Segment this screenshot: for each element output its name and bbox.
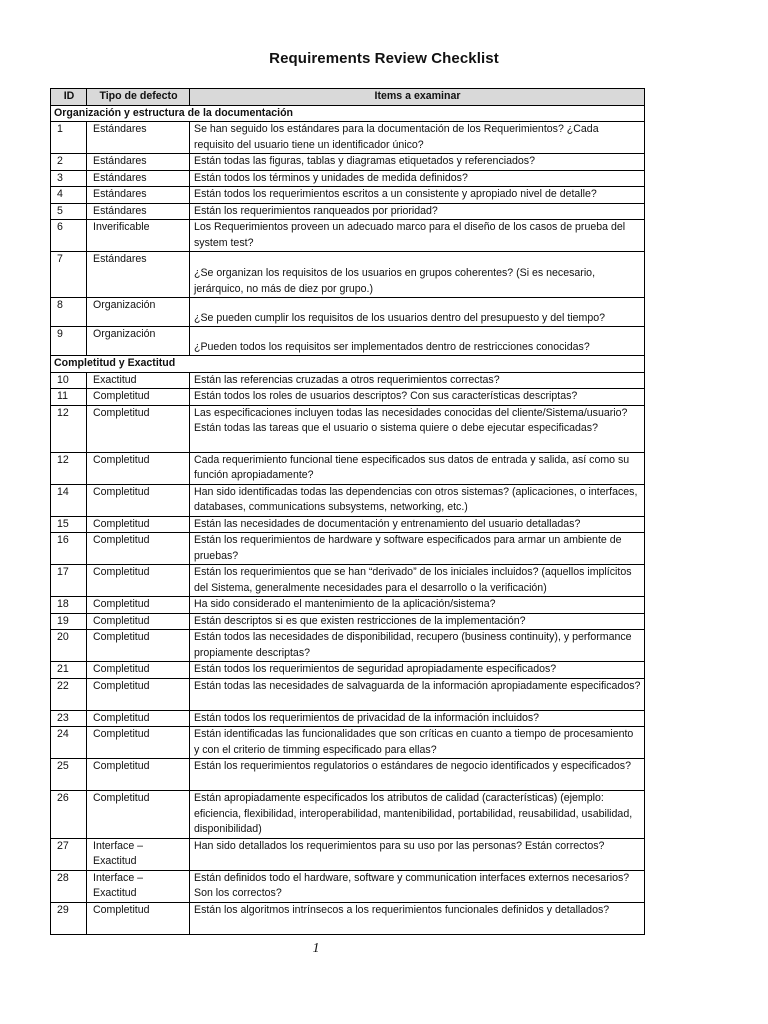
- row-defect-type: Completitud: [87, 597, 190, 614]
- row-item: Las especificaciones incluyen todas las necesidades conocidas del cliente/Sistema/usuario? Están todas las tareas que el usuario o sistema quiere o debe ejecutar especificadas?: [190, 405, 645, 452]
- table-header: [51, 89, 645, 106]
- table-row: [51, 613, 645, 630]
- row-defect-type: Completitud: [87, 565, 190, 597]
- table-row: [51, 372, 645, 389]
- table-row: [51, 187, 645, 204]
- row-item: Están definidos todo el hardware, software y communication interfaces externos necesarios? Son los correctos?: [190, 870, 645, 902]
- row-id: 6: [51, 220, 87, 252]
- table-row: [51, 252, 645, 298]
- row-item: Están los requerimientos ranqueados por prioridad?: [190, 203, 645, 220]
- row-id: 19: [51, 613, 87, 630]
- row-item: Han sido identificadas todas las dependencias con otros sistemas? (aplicaciones, o interfaces, databases, communications subsystems, networking, etc.): [190, 484, 645, 516]
- table-row: [51, 791, 645, 839]
- section-title: Organización y estructura de la documentación: [51, 105, 645, 122]
- header-row: [51, 89, 645, 106]
- row-defect-type: Completitud: [87, 533, 190, 565]
- header-defect-type: Tipo de defecto: [87, 89, 190, 106]
- row-defect-type: Completitud: [87, 516, 190, 533]
- row-item: Están las referencias cruzadas a otros requerimientos correctas?: [190, 372, 645, 389]
- row-id: 9: [51, 327, 87, 356]
- row-item: Están todos las necesidades de disponibilidad, recupero (business continuity), y performance propiamente descriptas?: [190, 630, 645, 662]
- section-row: [51, 105, 645, 122]
- row-id: 14: [51, 484, 87, 516]
- row-item: Los Requerimientos proveen un adecuado marco para el diseño de los casos de prueba del system test?: [190, 220, 645, 252]
- row-defect-type: Completitud: [87, 452, 190, 484]
- table-row: [51, 405, 645, 452]
- row-defect-type: Completitud: [87, 902, 190, 934]
- table-row: [51, 902, 645, 934]
- row-defect-type: Completitud: [87, 791, 190, 839]
- row-id: 12: [51, 405, 87, 452]
- table-row: [51, 759, 645, 791]
- row-defect-type: Estándares: [87, 252, 190, 298]
- table-row: [51, 484, 645, 516]
- row-defect-type: Inverificable: [87, 220, 190, 252]
- row-item: Están descriptos si es que existen restricciones de la implementación?: [190, 613, 645, 630]
- row-defect-type: Completitud: [87, 613, 190, 630]
- row-item: Se han seguido los estándares para la documentación de los Requerimientos? ¿Cada requisito del usuario tiene un identificador único?: [190, 122, 645, 154]
- row-item: Están los algoritmos intrínsecos a los requerimientos funcionales definidos y detallados?: [190, 902, 645, 934]
- row-defect-type: Completitud: [87, 484, 190, 516]
- row-id: 21: [51, 662, 87, 679]
- row-defect-type: Interface – Exactitud: [87, 870, 190, 902]
- row-id: 26: [51, 791, 87, 839]
- row-item: Cada requerimiento funcional tiene especificados sus datos de entrada y salida, así como su función apropiadamente?: [190, 452, 645, 484]
- row-id: 1: [51, 122, 87, 154]
- row-id: 24: [51, 727, 87, 759]
- section-row: [51, 356, 645, 373]
- row-defect-type: Exactitud: [87, 372, 190, 389]
- row-defect-type: Organización: [87, 327, 190, 356]
- row-id: 18: [51, 597, 87, 614]
- table-row: [51, 838, 645, 870]
- row-defect-type: Estándares: [87, 203, 190, 220]
- table-row: [51, 630, 645, 662]
- row-id: 10: [51, 372, 87, 389]
- table-row: [51, 870, 645, 902]
- row-defect-type: Organización: [87, 298, 190, 327]
- row-defect-type: Completitud: [87, 710, 190, 727]
- row-id: 27: [51, 838, 87, 870]
- row-item: Están los requerimientos regulatorios o estándares de negocio identificados y especificados?: [190, 759, 645, 791]
- header-id: ID: [51, 89, 87, 106]
- requirements-checklist-table: [50, 88, 645, 935]
- row-defect-type: Estándares: [87, 187, 190, 204]
- row-item: Están los requerimientos de hardware y software especificados para armar un ambiente de pruebas?: [190, 533, 645, 565]
- table-row: [51, 662, 645, 679]
- row-id: 20: [51, 630, 87, 662]
- row-defect-type: Estándares: [87, 154, 190, 171]
- row-item: Están identificadas las funcionalidades que son críticas en cuanto a tiempo de procesamiento y con el criterio de timming especificado para ellas?: [190, 727, 645, 759]
- row-item: Están todos los requerimientos de seguridad apropiadamente especificados?: [190, 662, 645, 679]
- row-item: Están las necesidades de documentación y entrenamiento del usuario detalladas?: [190, 516, 645, 533]
- row-defect-type: Completitud: [87, 759, 190, 791]
- row-item: Han sido detallados los requerimientos para su uso por las personas? Están correctos?: [190, 838, 645, 870]
- row-item: Están todos los requerimientos escritos a un consistente y apropiado nivel de detalle?: [190, 187, 645, 204]
- table-row: [51, 727, 645, 759]
- table-row: [51, 516, 645, 533]
- row-defect-type: Completitud: [87, 389, 190, 406]
- row-item: Están todas las figuras, tablas y diagramas etiquetados y referenciados?: [190, 154, 645, 171]
- page-title: Requirements Review Checklist: [269, 50, 499, 67]
- table-row: [51, 389, 645, 406]
- row-id: 8: [51, 298, 87, 327]
- row-defect-type: Completitud: [87, 405, 190, 452]
- row-item: Están apropiadamente especificados los atributos de calidad (características) (ejemplo: eficiencia, flexibilidad, interoperabilidad, mantenibilidad, portabilidad, reusabilidad, usabilidad, disponibilidad): [190, 791, 645, 839]
- table-row: [51, 203, 645, 220]
- row-defect-type: Estándares: [87, 170, 190, 187]
- table-row: [51, 678, 645, 710]
- row-defect-type: Completitud: [87, 662, 190, 679]
- table-row: [51, 327, 645, 356]
- row-id: 11: [51, 389, 87, 406]
- row-id: 3: [51, 170, 87, 187]
- row-defect-type: Completitud: [87, 678, 190, 710]
- header-items: Items a examinar: [190, 89, 645, 106]
- row-id: 22: [51, 678, 87, 710]
- row-item: ¿Pueden todos los requisitos ser implementados dentro de restricciones conocidas?: [190, 327, 645, 356]
- row-item: ¿Se organizan los requisitos de los usuarios en grupos coherentes? (Si es necesario, jerárquico, no más de diez por grupo.): [190, 252, 645, 298]
- row-defect-type: Completitud: [87, 630, 190, 662]
- table-body: [51, 105, 645, 934]
- row-item: Ha sido considerado el mantenimiento de la aplicación/sistema?: [190, 597, 645, 614]
- page-number: 1: [312, 941, 320, 956]
- row-item: Están todos los roles de usuarios descriptos? Con sus características descriptas?: [190, 389, 645, 406]
- row-item: Están todos los términos y unidades de medida definidos?: [190, 170, 645, 187]
- table-row: [51, 170, 645, 187]
- row-defect-type: Interface – Exactitud: [87, 838, 190, 870]
- table-row: [51, 220, 645, 252]
- row-item: Están los requerimientos que se han “derivado” de los iniciales incluidos? (aquellos implícitos del Sistema, generalmente necesidades para el desarrollo o la verificación): [190, 565, 645, 597]
- table-row: [51, 533, 645, 565]
- row-item: Están todas las necesidades de salvaguarda de la información apropiadamente especificados?: [190, 678, 645, 710]
- table-row: [51, 122, 645, 154]
- row-id: 17: [51, 565, 87, 597]
- table-row: [51, 154, 645, 171]
- row-item: Están todos los requerimientos de privacidad de la información incluidos?: [190, 710, 645, 727]
- row-id: 15: [51, 516, 87, 533]
- row-id: 5: [51, 203, 87, 220]
- row-id: 29: [51, 902, 87, 934]
- table-row: [51, 452, 645, 484]
- row-id: 12: [51, 452, 87, 484]
- table-row: [51, 710, 645, 727]
- row-item: ¿Se pueden cumplir los requisitos de los usuarios dentro del presupuesto y del tiempo?: [190, 298, 645, 327]
- row-id: 16: [51, 533, 87, 565]
- row-id: 2: [51, 154, 87, 171]
- table-row: [51, 298, 645, 327]
- row-defect-type: Completitud: [87, 727, 190, 759]
- row-id: 23: [51, 710, 87, 727]
- row-id: 4: [51, 187, 87, 204]
- row-id: 7: [51, 252, 87, 298]
- section-title: Completitud y Exactitud: [51, 356, 645, 373]
- row-defect-type: Estándares: [87, 122, 190, 154]
- row-id: 25: [51, 759, 87, 791]
- row-id: 28: [51, 870, 87, 902]
- table-row: [51, 597, 645, 614]
- table-row: [51, 565, 645, 597]
